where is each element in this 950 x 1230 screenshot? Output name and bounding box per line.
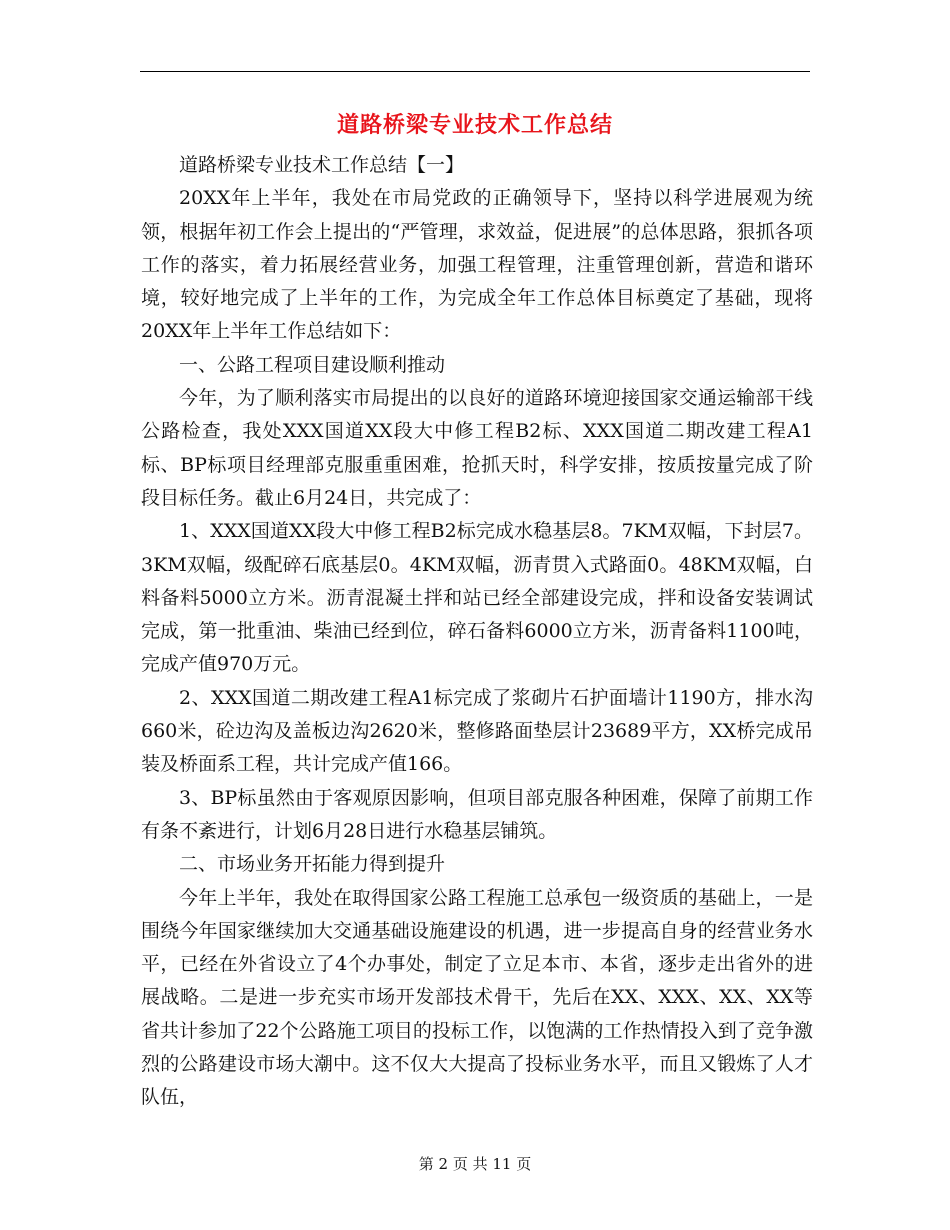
body-paragraph: 3、BP标虽然由于客观原因影响，但项目部克服各种困难，保障了前期工作有条不紊进行，计划6月28日进行水稳基层铺筑。 <box>141 786 813 842</box>
section-heading: 道路桥梁专业技术工作总结【一】 <box>179 154 465 176</box>
body-paragraph: 1、XXX国道XX段大中修工程B2标完成水稳基层8。7KM双幅，下封层7。3KM双幅，级配碎石底基层0。4KM双幅，沥青贯入式路面0。48KM双幅，白料备料5000立方米。沥青混凝土拌和站已经全部建设完成，拌和设备安装调试完成，第一批重油、柴油已经到位，碎石备料6000立方米，沥青备料1100吨，完成产值970万元。 <box>141 520 813 676</box>
document-body <box>141 149 813 1115</box>
body-paragraph: 20XX年上半年，我处在市局党政的正确领导下，坚持以科学进展观为统领，根据年初工作会上提出的“严管理，求效益，促进展”的总体思路，狠抓各项工作的落实，着力拓展经营业务，加强工程管理，注重管理创新，营造和谐环境，较好地完成了上半年的工作，为完成全年工作总体目标奠定了基础，现将20XX年上半年工作总结如下： <box>141 187 813 343</box>
body-paragraph: 2、XXX国道二期改建工程A1标完成了浆砌片石护面墙计1190方，排水沟660米，砼边沟及盖板边沟2620米，整修路面垫层计23689平方，XX桥完成吊装及桥面系工程，共计完成产值166。 <box>141 686 813 776</box>
body-paragraph: 今年，为了顺利落实市局提出的以良好的道路环境迎接国家交通运输部干线公路检查，我处XXX国道XX段大中修工程B2标、XXX国道二期改建工程A1标、BP标项目经理部克服重重困难，抢抓天时，科学安排，按质按量完成了阶段目标任务。截止6月24日，共完成了： <box>141 387 813 509</box>
header-rule <box>140 71 810 72</box>
document-title: 道路桥梁专业技术工作总结 <box>336 112 613 138</box>
page-number: 第 2 页 共 11 页 <box>418 1155 532 1173</box>
section-heading: 一、公路工程项目建设顺利推动 <box>179 353 446 376</box>
section-heading: 二、市场业务开拓能力得到提升 <box>179 853 446 876</box>
body-paragraph: 今年上半年，我处在取得国家公路工程施工总承包一级资质的基础上，一是围绕今年国家继续加大交通基础设施建设的机遇，进一步提高自身的经营业务水平，已经在外省设立了4个办事处，制定了立足本市、本省，逐步走出省外的进展战略。二是进一步充实市场开发部技术骨干，先后在XX、XXX、XX、XX等省共计参加了22个公路施工项目的投标工作，以饱满的工作热情投入到了竞争激烈的公路建设市场大潮中。这不仅大大提高了投标业务水平，而且又锻炼了人才队伍， <box>141 886 813 1109</box>
